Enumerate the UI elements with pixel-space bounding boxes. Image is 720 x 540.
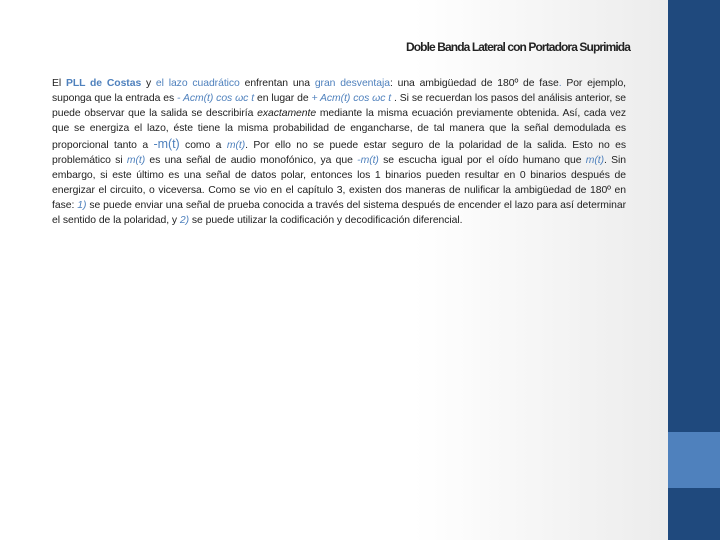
text-run: se puede utilizar la codificación y decodificación diferencial. [189,215,463,227]
text-run: - Acm(t) cos ωc t [177,93,255,105]
text-run: : una ambigüedad de 180º de fase [389,78,559,89]
text-run: mediante la misma ecuación previamente obtenida. Así, cada vez que se energiza el lazo, éste tiene la misma probabilidad de engancharse, de tal manera que la señal demodulada es proporcional tanto a [52,108,627,151]
text-run: -m(t) [153,136,180,151]
text-run: 1) [77,200,87,212]
text-run: enfrentan una [239,78,315,89]
text-run: se escucha igual por el oído humano que [378,154,586,166]
text-run: m(t) [226,139,246,151]
text-run: gran desventaja [314,78,390,89]
slide-title: Doble Banda Lateral con Portadora Suprimida [405,40,630,54]
text-run: y [141,78,156,89]
text-run: como a [179,139,227,151]
text-run: se puede enviar una señal de prueba conocida a través del sistema después de encender el lazo para así determinar el sentido de la polaridad, y [52,200,626,227]
text-run: el lazo cuadrático [155,78,240,89]
text-run: en lugar de [254,93,312,105]
text-run: El [52,78,66,89]
text-run: m(t) [585,154,604,166]
side-bar-top [668,0,720,432]
text-run: m(t) [126,154,146,166]
text-run: Por ejemplo, suponga que la entrada es [52,78,627,105]
text-run: -m(t) [357,154,379,166]
side-bar-accent [668,432,720,488]
side-bar-bottom [668,488,720,540]
text-run: + Acm(t) cos ωc t [311,93,392,105]
text-run: exactamente [257,108,317,120]
text-run: PLL de Costas [65,78,142,89]
text-run: . Si se recuerdan los pasos del análisis anterior, se puede observar que la salida se describiría [52,93,626,120]
slide-body-text [52,76,626,229]
text-run: 2) [179,215,190,227]
text-run: . Sin embargo, si este último es una señal de datos polar, entonces los 1 binarios pueden resultar en 0 binarios después de energizar el circuito, o viceversa. Como se vio en el capítulo 3, existen dos maneras de nulificar la ambigüedad de 180º en fase: [52,154,626,212]
text-run: . [558,78,567,89]
text-run: . Por ello no se puede estar seguro de la polaridad de la salida. Esto no es problemático si [52,139,626,166]
text-run: es una señal de audio monofónico, ya que [145,154,358,166]
